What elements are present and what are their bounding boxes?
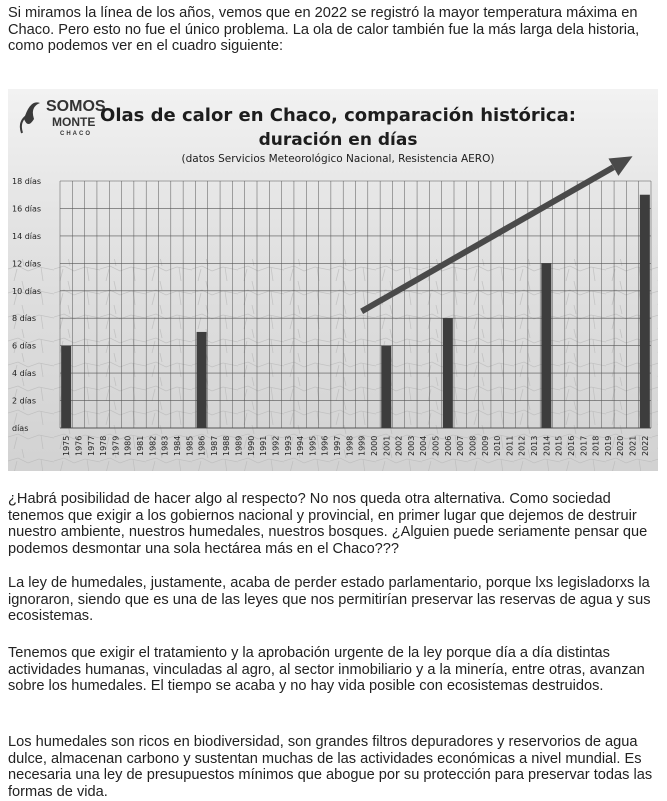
x-tick-label: 1984 xyxy=(172,435,182,456)
question-paragraph: ¿Habrá posibilidad de hacer algo al respecto? No nos queda otra alternativa. Como sociedad tenemos que exigir a los gobiernos nacional y provincial, en primer lugar que dejemos de destruir nuestro ambiente, nuestros humedales, nuestros bosques. ¿Alguien puede seriamente pensar que podemos desmontar una sola hectárea más en el Chaco??? xyxy=(8,491,648,557)
x-tick-label: 1978 xyxy=(99,435,109,456)
x-tick-label: 1985 xyxy=(185,435,195,456)
x-tick-label: 2012 xyxy=(517,435,527,456)
x-tick-label: 2010 xyxy=(493,435,503,456)
x-tick-label: 1988 xyxy=(222,435,232,456)
chart-title: Olas de calor en Chaco, comparación histórica: xyxy=(100,105,576,126)
y-tick-label: 16 días xyxy=(12,204,42,214)
x-tick-label: 1981 xyxy=(136,435,146,456)
x-tick-label: 1986 xyxy=(197,435,207,456)
x-tick-label: 2001 xyxy=(382,435,392,456)
x-tick-label: 1992 xyxy=(271,435,281,456)
x-tick-label: 2005 xyxy=(431,435,441,456)
x-tick-label: 1995 xyxy=(308,435,318,456)
x-tick-label: 2014 xyxy=(542,435,552,456)
x-tick-label: 1991 xyxy=(259,435,269,456)
y-tick-label: 6 días xyxy=(12,341,37,351)
logo-line2: MONTE xyxy=(52,115,96,129)
x-tick-label: 2022 xyxy=(640,435,650,456)
x-tick-label: 2002 xyxy=(394,435,404,456)
x-tick-label: 2018 xyxy=(591,435,601,456)
x-tick-label: 1994 xyxy=(296,435,306,456)
x-tick-label: 2003 xyxy=(406,435,416,456)
x-tick-label: 2008 xyxy=(468,435,478,456)
bar-2022 xyxy=(640,195,650,428)
x-tick-label: 2016 xyxy=(566,435,576,456)
y-tick-label: 8 días xyxy=(12,314,37,324)
x-tick-label: 1980 xyxy=(123,435,133,456)
y-tick-label: 18 días xyxy=(12,177,42,186)
x-tick-label: 1976 xyxy=(74,435,84,456)
x-tick-label: 2015 xyxy=(554,435,564,456)
x-tick-label: 1975 xyxy=(62,435,72,456)
wetlands-law-paragraph: La ley de humedales, justamente, acaba de perder estado parlamentario, porque lxs legisladorxs la ignoraron, siendo que es una de las leyes que nos permitirían preservar las reservas de agua y sus ecosistemas. xyxy=(8,575,651,625)
x-tick-label: 1979 xyxy=(111,435,121,456)
x-tick-label: 1987 xyxy=(209,435,219,456)
x-tick-label: 2019 xyxy=(603,435,613,456)
x-tick-label: 2006 xyxy=(443,435,453,456)
bar-2001 xyxy=(381,346,391,428)
y-tick-label: 12 días xyxy=(12,259,42,269)
chart-subtitle: duración en días xyxy=(258,130,418,150)
x-tick-label: 2017 xyxy=(579,435,589,456)
x-tick-label: 2013 xyxy=(530,435,540,456)
x-tick-label: 1989 xyxy=(234,435,244,456)
biodiversity-paragraph: Los humedales son ricos en biodiversidad, son grandes filtros depuradores y reservorios de agua dulce, almacenan carbono y sustentan muchas de las actividades económicas a nivel mundial. Es necesaria una ley de presupuestos mínimos que abogue por su protección para preservar todas las formas de vida. xyxy=(8,734,653,800)
x-tick-label: 1983 xyxy=(160,435,170,456)
x-tick-label: 2009 xyxy=(480,435,490,456)
y-tick-label: 14 días xyxy=(12,231,42,241)
x-tick-label: 2011 xyxy=(505,435,515,456)
x-tick-label: 1982 xyxy=(148,435,158,456)
bar-2014 xyxy=(541,263,551,428)
logo-line1: SOMOS xyxy=(46,98,106,115)
x-tick-label: 1993 xyxy=(283,435,293,456)
x-tick-label: 1996 xyxy=(320,435,330,456)
x-tick-label: 2004 xyxy=(419,435,429,456)
y-tick-label: 2 días xyxy=(12,396,37,406)
x-tick-label: 1998 xyxy=(345,435,355,456)
x-tick-label: 1997 xyxy=(333,435,343,456)
chart-source: (datos Servicios Meteorológico Nacional, Resistencia AERO) xyxy=(181,153,495,165)
y-tick-label: días xyxy=(12,424,29,433)
bar-2006 xyxy=(443,318,453,428)
intro-paragraph: Si miramos la línea de los años, vemos que en 2022 se registró la mayor temperatura máxima en Chaco. Pero esto no fue el único problema. La ola de calor también fue la más larga dela historia, como podemos ver en el cuadro siguiente: xyxy=(8,5,640,55)
x-tick-label: 2020 xyxy=(616,435,626,456)
y-tick-label: 4 días xyxy=(12,369,37,379)
demand-paragraph: Tenemos que exigir el tratamiento y la aprobación urgente de la ley porque día a día distintas actividades humanas, vinculadas al agro, al sector inmobiliario y a la minería, entre otras, avanzan sobre los humedales. El tiempo se acaba y no hay vida posible con ecosistemas destruidos. xyxy=(8,645,645,695)
x-tick-label: 1977 xyxy=(86,435,96,456)
logo-line3: CHACO xyxy=(60,131,92,137)
bar-1975 xyxy=(61,346,71,428)
x-tick-label: 2007 xyxy=(456,435,466,456)
heatwave-chart xyxy=(8,89,658,471)
x-tick-label: 2000 xyxy=(369,435,379,456)
x-tick-label: 1999 xyxy=(357,435,367,456)
x-tick-label: 2021 xyxy=(628,435,638,456)
y-tick-label: 10 días xyxy=(12,286,42,296)
bar-1986 xyxy=(197,332,207,428)
x-tick-label: 1990 xyxy=(246,435,256,456)
